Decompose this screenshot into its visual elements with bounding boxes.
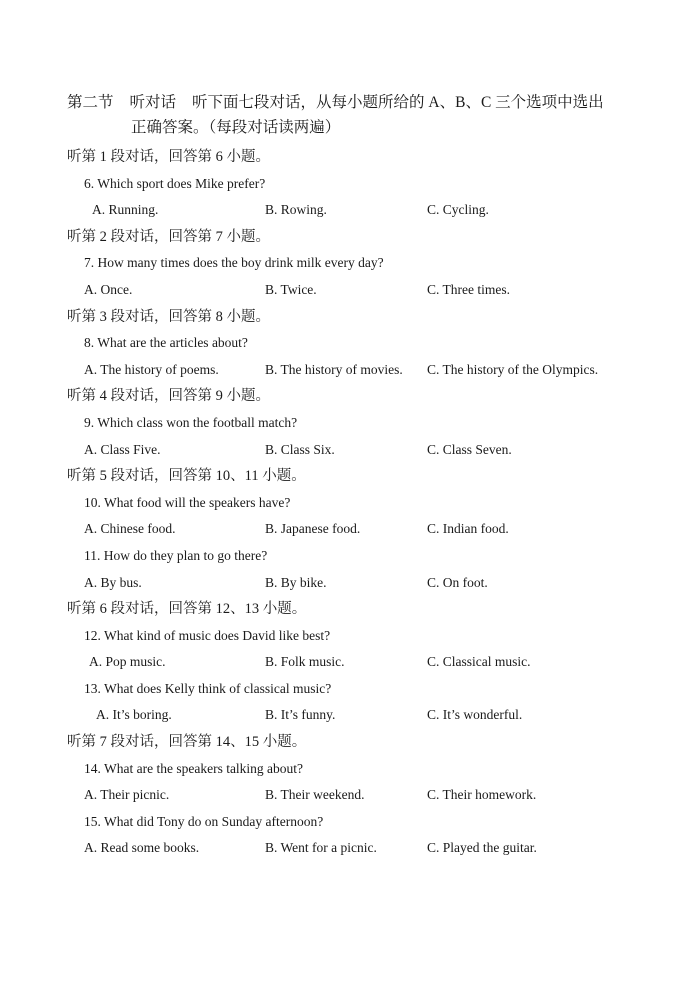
option-a: A. Chinese food. xyxy=(84,521,176,537)
question-text: 11. How do they plan to go there? xyxy=(84,547,268,563)
question-text: 15. What did Tony do on Sunday afternoon? xyxy=(84,813,324,829)
section-title: 第二节 xyxy=(67,94,114,111)
dialogue-group-4 xyxy=(67,383,667,463)
option-a: A. Pop music. xyxy=(89,654,166,670)
option-b: B. The history of movies. xyxy=(265,361,403,377)
question-options xyxy=(67,702,667,729)
option-a: A. By bus. xyxy=(84,574,142,590)
option-a: A. Class Five. xyxy=(84,441,161,457)
dialogue-instruction: 听第 5 段对话，回答第 10、11 小题。 xyxy=(67,468,306,485)
question-options xyxy=(67,649,667,676)
dialogue-instruction: 听第 7 段对话，回答第 14、15 小题。 xyxy=(67,734,307,751)
dialogue-group-7 xyxy=(67,729,667,862)
option-b: B. Twice. xyxy=(265,281,317,297)
dialogue-instruction: 听第 6 段对话，回答第 12、13 小题。 xyxy=(67,601,307,618)
option-c: C. Three times. xyxy=(427,281,510,297)
question-options xyxy=(67,516,667,543)
option-a: A. Read some books. xyxy=(84,840,200,856)
dialogue-group-5 xyxy=(67,463,667,596)
option-c: C. On foot. xyxy=(427,574,488,590)
option-c: C. Played the guitar. xyxy=(427,840,537,856)
option-a: A. Their picnic. xyxy=(84,787,170,803)
dialogue-instruction: 听第 4 段对话，回答第 9 小题。 xyxy=(67,388,270,405)
option-a: A. Once. xyxy=(84,281,133,297)
section-instruction-line1: 听下面七段对话，从每小题所给的 A、B、C 三个选项中选出 xyxy=(192,94,604,111)
option-b: B. Their weekend. xyxy=(265,787,365,803)
question-text: 9. Which class won the football match? xyxy=(84,414,298,430)
question-text: 8. What are the articles about? xyxy=(84,335,248,351)
option-a: A. The history of poems. xyxy=(84,361,219,377)
question-list xyxy=(67,144,667,862)
option-a: A. Running. xyxy=(92,202,159,218)
option-b: B. Class Six. xyxy=(265,441,335,457)
section-subtitle: 听对话 xyxy=(129,94,177,111)
dialogue-instruction: 听第 3 段对话，回答第 8 小题。 xyxy=(67,308,270,325)
dialogue-group-6 xyxy=(67,596,667,729)
option-b: B. Japanese food. xyxy=(265,521,361,537)
section-header-line2 xyxy=(67,115,647,140)
option-b: B. It’s funny. xyxy=(265,707,336,723)
question-text: 6. Which sport does Mike prefer? xyxy=(84,175,266,191)
option-a: A. It’s boring. xyxy=(96,707,172,723)
option-c: C. The history of the Olympics. xyxy=(427,361,599,377)
question-options xyxy=(67,437,667,464)
option-c: C. Class Seven. xyxy=(427,441,512,457)
option-b: B. Went for a picnic. xyxy=(265,840,377,856)
option-b: B. Folk music. xyxy=(265,654,345,670)
dialogue-group-2 xyxy=(67,224,667,304)
dialogue-group-1 xyxy=(67,144,667,224)
question-options xyxy=(67,782,667,809)
dialogue-instruction: 听第 1 段对话，回答第 6 小题。 xyxy=(67,149,270,165)
question-text: 12. What kind of music does David like best? xyxy=(84,627,331,643)
option-c: C. It’s wonderful. xyxy=(427,707,523,723)
question-text: 10. What food will the speakers have? xyxy=(84,494,291,510)
option-b: B. Rowing. xyxy=(265,202,327,218)
question-options xyxy=(67,357,667,384)
question-text: 14. What are the speakers talking about? xyxy=(84,760,304,776)
option-b: B. By bike. xyxy=(265,574,327,590)
section-header xyxy=(67,90,647,140)
question-options xyxy=(67,835,667,862)
option-c: C. Their homework. xyxy=(427,787,537,803)
question-options xyxy=(67,197,667,224)
option-c: C. Cycling. xyxy=(427,202,489,218)
dialogue-instruction: 听第 2 段对话，回答第 7 小题。 xyxy=(67,228,270,245)
section-header-line1 xyxy=(67,90,647,115)
section-instruction-line2: 正确答案。（每段对话读两遍） xyxy=(131,119,341,136)
question-text: 7. How many times does the boy drink milk every day? xyxy=(84,255,384,271)
dialogue-group-3 xyxy=(67,304,667,384)
question-text: 13. What does Kelly think of classical music? xyxy=(84,680,332,696)
question-options xyxy=(67,570,667,597)
option-c: C. Classical music. xyxy=(427,654,531,670)
option-c: C. Indian food. xyxy=(427,521,509,537)
question-options xyxy=(67,277,667,304)
